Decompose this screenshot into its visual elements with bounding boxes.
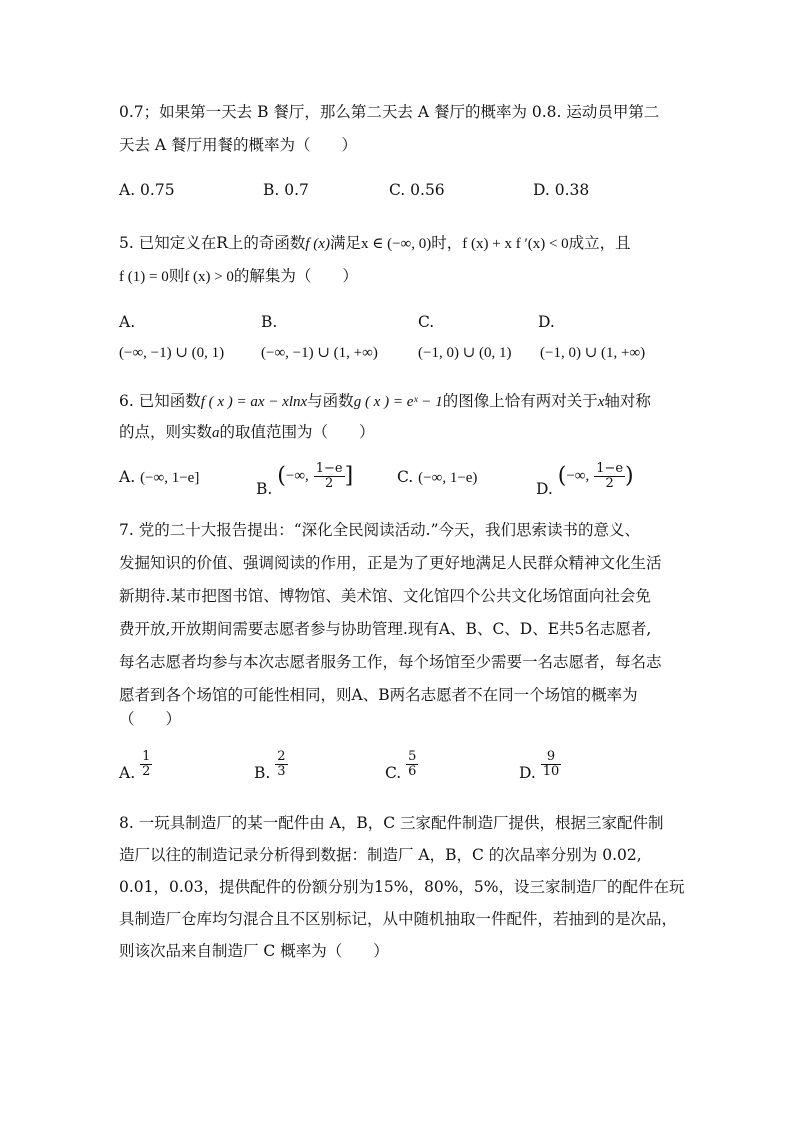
q6-text: 与函数 — [307, 392, 354, 410]
q6-line-2 — [119, 420, 375, 442]
q4-option-a: A. 0.75 — [119, 181, 175, 199]
q7-option-a — [119, 750, 152, 782]
q5-ineq2: f (x) > 0 — [184, 269, 234, 285]
q6-frac-den: 2 — [324, 475, 334, 491]
q5-option-d-set: (−1, 0) ∪ (1, +∞) — [540, 345, 646, 361]
q6-option-d — [536, 462, 634, 498]
q6-option-b-fraction — [314, 462, 345, 490]
q6-var-a: a — [212, 425, 220, 441]
q6-option-label: A. — [119, 468, 136, 486]
q5-text: 满足 — [329, 234, 361, 252]
q6-text: 的点，则实数 — [119, 423, 213, 441]
q6-var-x: x — [597, 394, 605, 410]
q6-option-a — [119, 468, 199, 487]
q7-line-1: 7. 党的二十大报告提出：“深化全民阅读活动.”今天，我们思索读书的意义、 — [119, 521, 640, 539]
q6-frac-num: 1−e — [596, 461, 624, 476]
q6-option-b-pre: −∞, — [285, 468, 309, 485]
q5-text: 则 — [168, 267, 185, 285]
q7-option-c-fraction — [406, 750, 418, 778]
q5-option-b-label: B. — [261, 313, 278, 331]
q7-option-b — [254, 750, 288, 782]
q7-frac-den: 6 — [408, 763, 417, 779]
q7-option-a-fraction — [140, 750, 152, 778]
q6-text: 6. 已知函数 — [119, 392, 201, 410]
q8-line-3: 0.01，0.03，提供配件的份额分别为15%，80%，5%，设三家制造厂的配件在玩 — [119, 878, 685, 896]
q4-option-d: D. 0.38 — [533, 181, 590, 199]
q8-line-4: 具制造厂仓库均匀混合且不区别标记，从中随机抽取一件配件，若抽到的是次品， — [119, 910, 678, 928]
q5-option-a-label: A. — [119, 313, 136, 331]
q6-frac-num: 1−e — [315, 461, 343, 476]
q7-option-d-fraction — [541, 750, 562, 778]
q7-frac-num: 1 — [142, 749, 151, 764]
q7-option-c — [385, 750, 418, 782]
q6-option-c-value: (−∞, 1−e) — [418, 470, 478, 486]
q8-line-5: 则该次品来自制造厂 C 概率为（ ） — [119, 942, 389, 960]
q7-frac-den: 10 — [542, 763, 560, 779]
q5-inequality: f (x) + x f ′(x) < 0 — [462, 236, 569, 252]
q6-option-d-fraction — [594, 462, 625, 490]
q5-text: 5. 已知定义在R上的奇函数 — [119, 234, 306, 252]
q6-text: 的取值范围为（ ） — [219, 423, 375, 441]
q5-text: 的解集为（ ） — [233, 267, 358, 285]
q8-line-1: 8. 一玩具制造厂的某一配件由 A，B，C 三家配件制造厂提供，根据三家配件制 — [119, 814, 664, 832]
q5-line-2 — [119, 264, 358, 286]
q7-line-3: 新期待.某市把图书馆、博物馆、美术馆、文化馆四个公共文化场馆面向社会免 — [119, 587, 651, 605]
q7-frac-num: 9 — [541, 750, 562, 765]
q7-frac-num: 2 — [277, 749, 286, 764]
q5-option-c-label: C. — [418, 313, 435, 331]
q6-function-g: g ( x ) = eˣ − 1 — [353, 394, 443, 410]
q7-line-6: 愿者到各个场馆的可能性相同，则A、B两名志愿者不在同一个场馆的概率为 — [119, 686, 638, 704]
q5-option-b-set: (−∞, −1) ∪ (1, +∞) — [261, 345, 378, 361]
q6-option-d-pre: −∞, — [566, 468, 590, 485]
q6-option-a-value: (−∞, 1−e] — [140, 470, 200, 486]
q5-option-c-set: (−1, 0) ∪ (0, 1) — [418, 345, 512, 361]
q4-option-b: B. 0.7 — [263, 181, 309, 199]
q7-frac-num: 5 — [408, 749, 417, 764]
q6-paren-open: ( — [557, 463, 567, 489]
q6-paren-open: ( — [277, 463, 286, 489]
q5-f1: f (1) = 0 — [119, 269, 169, 285]
q6-option-b — [256, 462, 353, 498]
q5-condition: x ∈ (−∞, 0) — [360, 236, 432, 252]
q8-line-2: 造厂以往的制造记录分析得到数据：制造厂 A，B，C 的次品率分别为 0.02, — [119, 846, 642, 864]
q6-option-label: D. — [536, 480, 553, 499]
q6-text: 的图像上恰有两对关于 — [442, 392, 598, 410]
q4-option-c: C. 0.56 — [389, 181, 445, 199]
q7-frac-den: 3 — [277, 763, 286, 779]
q5-option-a-set: (−∞, −1) ∪ (0, 1) — [119, 345, 225, 361]
q6-function-f: f ( x ) = ax − xlnx — [200, 394, 308, 410]
q5-function: f (x) — [305, 236, 330, 252]
q6-bracket-close: ] — [344, 463, 354, 489]
q4-line-2: 天去 A 餐厅用餐的概率为（ ） — [119, 136, 358, 154]
q4-line-1: 0.7；如果第一天去 B 餐厅，那么第二天去 A 餐厅的概率为 0.8. 运动员甲第二 — [119, 103, 660, 121]
q7-line-4: 费开放,开放期间需要志愿者参与协助管理.现有A、B、C、D、E共5名志愿者, — [119, 620, 652, 638]
q7-option-label: A. — [119, 764, 136, 783]
q7-option-d — [519, 750, 561, 782]
q6-option-c — [397, 468, 477, 487]
q7-line-7: （ ） — [119, 710, 182, 728]
q5-text: 成立，且 — [568, 234, 631, 252]
q5-text: 时， — [431, 234, 463, 252]
q6-paren-close: ) — [625, 463, 634, 489]
q7-line-5: 每名志愿者均参与本次志愿者服务工作，每个场馆至少需要一名志愿者，每名志 — [119, 653, 662, 671]
q5-line-1 — [119, 231, 631, 253]
q7-option-label: B. — [254, 764, 271, 783]
q7-option-b-fraction — [275, 750, 287, 778]
q6-frac-den: 2 — [605, 475, 614, 491]
q6-text: 轴对称 — [604, 392, 651, 410]
q7-option-label: D. — [519, 764, 536, 783]
q7-option-label: C. — [385, 764, 402, 783]
q6-option-label: B. — [256, 480, 273, 499]
q7-frac-den: 2 — [142, 763, 151, 779]
q5-option-d-label: D. — [538, 313, 555, 331]
q6-option-label: C. — [397, 468, 414, 486]
q7-line-2: 发掘知识的价值、强调阅读的作用，正是为了更好地满足人民群众精神文化生活 — [119, 554, 662, 572]
q6-line-1 — [119, 389, 651, 411]
